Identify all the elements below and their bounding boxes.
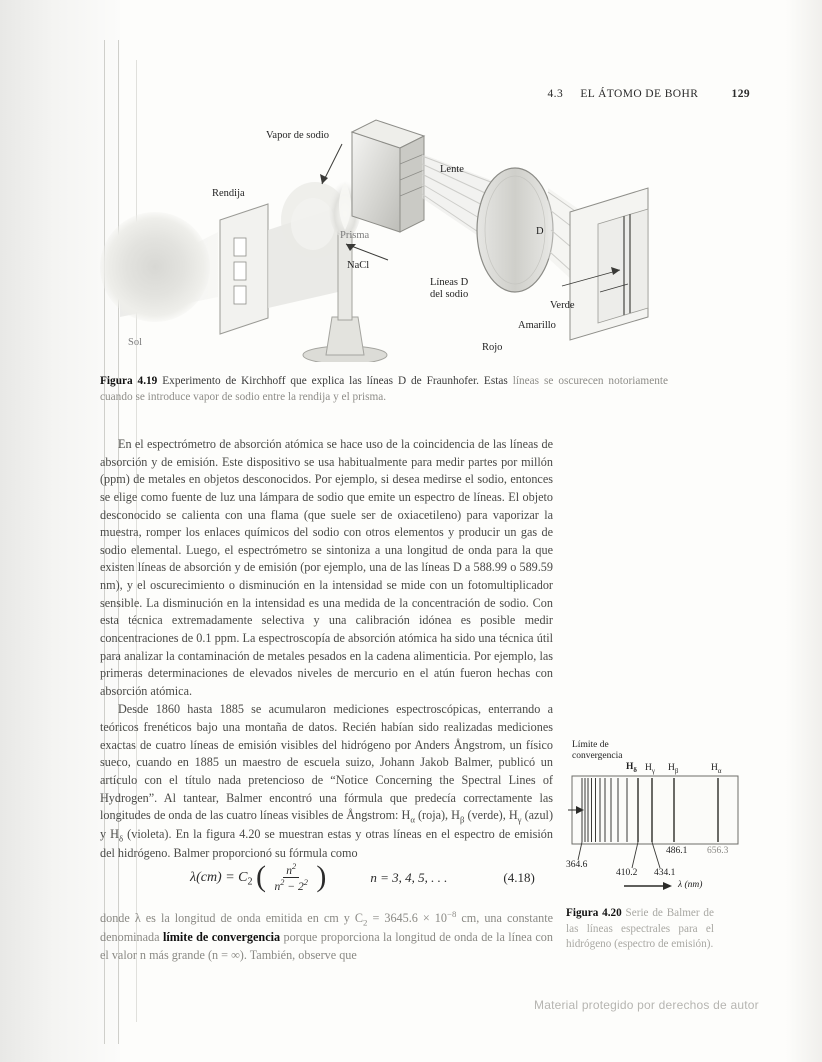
label-lambda-axis: λ (nm) — [678, 880, 703, 890]
equation-lhs-sub: 2 — [247, 876, 253, 888]
label-lente: Lente — [440, 164, 464, 175]
figure-4-19-caption-line2: líneas se oscurecen notoriamente cuando se introduce vapor de sodio entre la rendija — [100, 375, 669, 404]
paragraph-3-part-4: porque proporciona la longitud de onda de la línea con el valor n más grande (n = ∞). También, observe que — [100, 930, 553, 962]
paragraph-3: donde λ es la longitud de onda emitida en cm y $C_2 = 3645.6 \times 10^{-8}$ cm, una constante denominada límite de convergencia porque proporciona la longitud de onda de la línea con el valor n más grande (n = ∞). También, observe que — [100, 909, 553, 962]
figure-4-20-caption-label: Figura 4.20 — [566, 907, 622, 919]
paragraph-2-part-5: (violeta). En la figura 4.20 se muestran estas y otras líneas en el espectro de emisión del hidrógeno. Balmer proporcionó su fórmula como — [100, 827, 553, 861]
equation-fraction — [272, 862, 311, 893]
label-lineas-d: Líneas D — [430, 277, 469, 288]
label-sol: Sol — [128, 337, 143, 348]
label-rendija: Rendija — [212, 188, 245, 199]
label-h-alpha: $H_\alpha$ — [711, 763, 722, 775]
figure-4-20-caption-text: Serie de Balmer de las líneas espectrales para el hidrógeno (espectro de emisión). — [566, 907, 714, 951]
equation-numerator: $n^2$ — [283, 865, 299, 878]
label-d: D — [536, 226, 544, 237]
equation-condition: n = 3, 4, 5, . . . — [370, 869, 448, 885]
slit-screen — [220, 204, 268, 334]
paragraph-3-part-1: donde λ es la longitud de onda emitida en cm y C — [100, 911, 364, 926]
label-lineas-d-sodio: del sodio — [430, 289, 469, 300]
label-limite-convergencia-1: Límite de — [572, 740, 609, 750]
spectrum-screen — [570, 188, 648, 340]
label-wavelength-434-1: 434.1 — [654, 868, 676, 878]
label-wavelength-656-3: 656.3 — [707, 846, 729, 856]
figure-4-20 — [566, 742, 746, 907]
paragraph-2-part-1: Desde 1860 hasta 1885 se acumularon mediciones espectroscópicas, enterrando a teóricos frenéticos bajo una montaña de datos. Recién habían sido realizadas mediciones exactas de cuatro líneas de emisión visibles del hidrógeno por Anders Ångstrom, un físico sueco, cuando en 1885 un maestro de escuela suizo, Johann Jakob Balmer, publicó un artículo con el título nada pretencioso de “Notice Concerning the Spectral Lines of Hydrogen”. Al tantear, Balmer encontró una fórmula que predecía correctamente las longitudes de onda de las cuatro líneas visibles de Ångstrom: H — [100, 702, 553, 823]
paragraph-3-part-3: cm, una constante denominada — [100, 911, 553, 945]
equation-paren-close: ) — [316, 860, 327, 894]
label-wavelength-410-2: 410.2 — [616, 868, 638, 878]
equation-4-18 — [100, 862, 560, 893]
running-head-section: 4.3 — [547, 88, 564, 100]
label-h-gamma: $H_\gamma$ — [645, 763, 655, 775]
equation-paren-open: ( — [256, 860, 267, 894]
paragraph-1: En el espectrómetro de absorción atómica se hace uso de la coincidencia de las líneas de absorción y de emisión. Este dispositivo se usa habitualmente para medir partes por millón (ppm) de metales en objetos desconocidos. Por ejemplo, si desea medirse el sodio, entonces se elige como fuente de luz una lámpara de sodio que emite un espectro de líneas. El objeto desconocido se calienta con una flama (que suele ser de oxiacetileno) para vaporizar la muestra, romper los enlaces químicos del sodio con otros elementos y producir un gas de sodio elemental. Luego, el espectrómetro se sintoniza a una longitud de onda para la que existen líneas de absorción y de emisión (por ejemplo, una de las líneas D a 588.99 o 589.59 nm), y el oscurecimiento o disminución en la intensidad se mide con un fotomultiplicador sensible. La disminución en la intensidad es una medida de la concentración de sodio. Con esta técnica extremadamente selectiva y una calibración idónea es posible medir concentraciones de 0.1 ppm. La espectroscopía de absorción atómica ha sido una técnica útil para analizar la contaminación de metales pesados en la cadena alimenticia. Por ejemplo, las primeras determinaciones de elevados niveles de mercurio en el atún fueron hechas con absorción atómica. — [100, 437, 553, 698]
paragraph-2: Desde 1860 hasta 1885 se acumularon mediciones espectroscópicas, enterrando a teóricos frenéticos bajo una montaña de datos. Recién habían sido realizadas mediciones exactas de cuatro líneas de emisión visibles del hidrógeno por Anders Ångstrom, un físico sueco, cuando en 1885 un maestro de escuela suizo, Johann Jakob Balmer, publicó un artículo con el título nada pretencioso de “Notice Concerning the Spectral Lines of Hydrogen”. Al tantear, Balmer encontró una fórmula que predecía correctamente las longitudes de onda de las cuatro líneas visibles de Ångstrom: $H_\alpha$ (roja), $H_\beta$ (verde), $H_\gamma$ (azul) y $H_\delta$ (violeta). En la figura 4.20 se muestran estas y otras líneas en el espectro de emisión del hidrógeno. Balmer proporcionó su fórmula como — [100, 702, 554, 861]
equation-left-side — [190, 862, 326, 893]
body-text — [100, 436, 553, 863]
label-h-delta: $H_\delta$ — [626, 762, 637, 774]
label-wavelength-364-6: 364.6 — [566, 860, 588, 870]
label-nacl: NaCl — [347, 260, 370, 271]
running-head — [100, 88, 750, 100]
paragraph-2-part-4: (azul) y H — [100, 808, 554, 842]
figure-4-20-caption — [566, 906, 714, 953]
equation-number: (4.18) — [503, 869, 535, 885]
label-amarillo: Amarillo — [518, 320, 556, 331]
figure-4-19-caption-line1: Experimento de Kirchhoff que explica las líneas D de Fraunhofer. Estas — [162, 375, 508, 387]
figure-4-19-caption-label: Figura 4.19 — [100, 375, 158, 387]
label-rojo: Rojo — [482, 342, 503, 353]
sun-glow — [100, 212, 210, 322]
figure-4-19 — [100, 112, 720, 362]
paragraph-3-bold: límite de convergencia — [162, 930, 281, 945]
label-limite-convergencia-2: convergencia — [572, 751, 623, 761]
label-prisma: Prisma — [340, 230, 370, 241]
page-edge-right — [786, 0, 822, 1062]
equation-lhs: λ(cm) = C — [190, 869, 248, 885]
copyright-notice: Material protegido por derechos de autor — [534, 998, 759, 1012]
label-wavelength-486-1: 486.1 — [666, 846, 688, 856]
paragraph-3-part-2: = 3645.6 × 10 — [367, 911, 447, 926]
page-number: 129 — [731, 88, 750, 100]
prism — [352, 120, 424, 232]
running-head-title: EL ÁTOMO DE BOHR — [580, 88, 699, 100]
figure-4-19-caption — [100, 373, 668, 405]
paragraph-2-part-3: (verde), H — [464, 808, 518, 823]
label-verde: Verde — [550, 300, 575, 311]
equation-denominator: $n^2 - 2^2$ — [274, 877, 308, 893]
paragraph-2-part-2: (roja), H — [414, 808, 460, 823]
label-h-beta: $H_\beta$ — [668, 763, 679, 775]
label-vapor-de-sodio: Vapor de sodio — [266, 130, 329, 141]
figure-4-19-caption-line3: y el prisma. — [333, 391, 387, 404]
